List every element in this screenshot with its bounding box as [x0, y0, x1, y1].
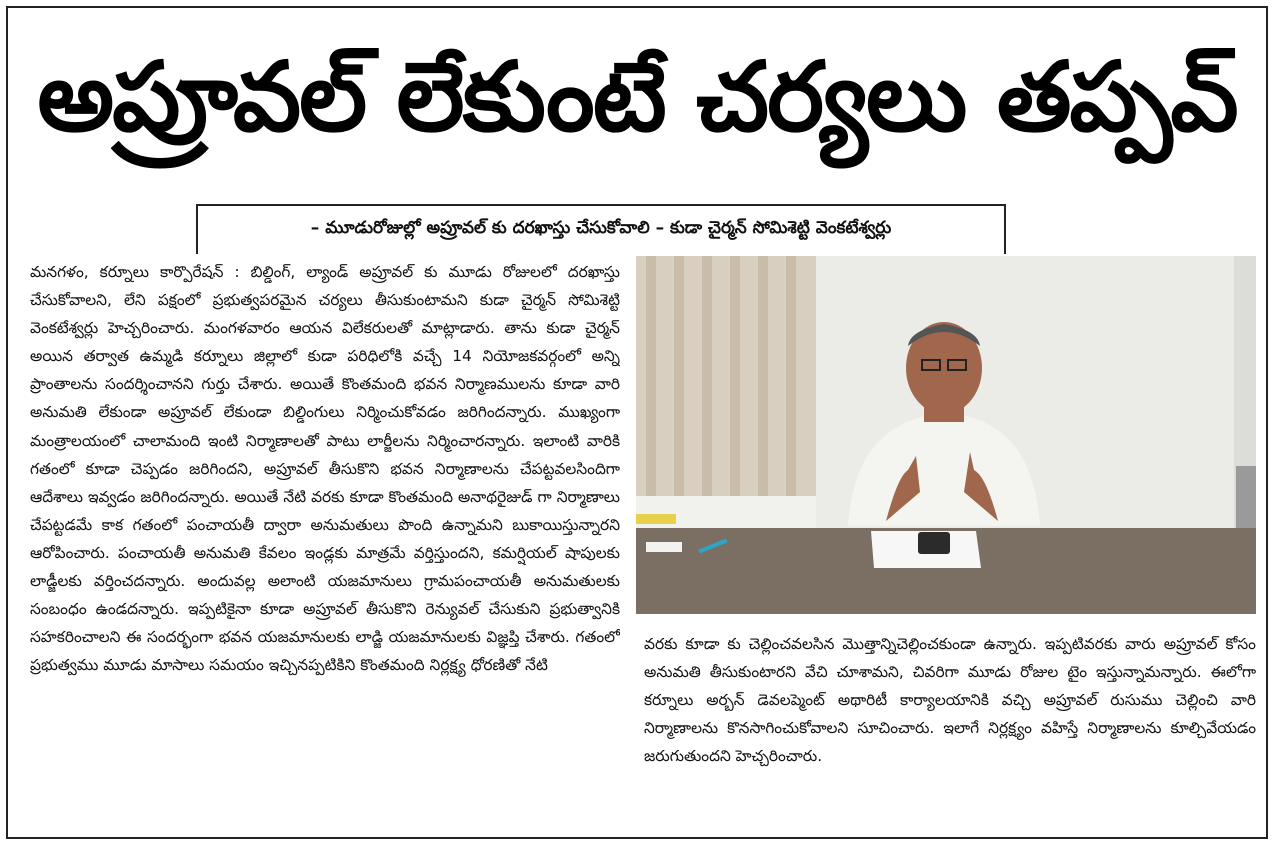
article-body-left: మనగళం, కర్నూలు కార్పొరేషన్ : బిల్డింగ్, ల్యాండ్ అప్రూవల్ కు మూడు రోజులలో దరఖాస్తు చేసుకోవాలని, లేని పక్షంలో ప్రభుత్వపరమైన చర్యలు తీసుకుంటామని కుడా చైర్మన్ సోమిశెట్టి వెంకటేశ్వర్లు హెచ్చరించారు. మంగళవారం ఆయన విలేకరులతో మాట్లాడారు. తాను కుడా చైర్మన్ అయిన తర్వాత ఉమ్మడి కర్నూలు జిల్లాలో కుడా పరిధిలోకి వచ్చే 14 నియోజకవర్గంలో అన్ని ప్రాంతాలను సందర్శించానని గుర్తు చేశారు. అయితే కొంతమంది భవన నిర్మాణములను కూడా వారి అనుమతి లేకుండా అప్రూవల్ లేకుండా బిల్డింగులు నిర్మించుకోవడం జరిగిందన్నారు. ముఖ్యంగా మంత్రాలయంలో చాలామంది ఇంటి నిర్మాణాలతో పాటు లార్జీలను నిర్మించారన్నారు. ఇలాంటి వారికి గతంలో కూడా చెప్పడం జరిగిందని, అప్రూవల్ తీసుకొని భవన నిర్మాణాలను చేపట్టవలసిందిగా ఆదేశాలు ఇవ్వడం జరిగిందన్నారు. అయితే నేటి వరకు కూడా కొంతమంది అనాథరైజుడ్ గా నిర్మాణాలు చేపట్టడమే కాక గతంలో పంచాయతీ ద్వారా అనుమతులు పొంది ఉన్నామని బుకాయిస్తున్నారని ఆరోపించారు. పంచాయతీ అనుమతి కేవలం ఇండ్లకు మాత్రమే వర్తిస్తుందని, కమర్షియల్ షాపులకు లాడ్జీలకు వర్తించదన్నారు. అందువల్ల అలాంటి యజమానులు గ్రామపంచాయతీ అనుమతులకు సంబంధం ఉండదన్నారు. ఇప్పటికైనా కూడా అప్రూవల్ తీసుకొని రెన్యువల్ చేసుకుని ప్రభుత్వానికి సహకరించాలని ఈ సందర్భంగా భవన యజమానులకు లాడ్జి యజమానులకు విజ్ఞప్తి చేశారు. గతంలో ప్రభుత్వము మూడు మాసాలు సమయం ఇచ్చినప్పటికిని కొంతమంది నిర్లక్ష్య ధోరణితో నేటి — [30, 263, 620, 675]
article-body-right: వరకు కూడా కు చెల్లించవలసిన మొత్తాన్నిచెల్లించకుండా ఉన్నారు. ఇప్పటివరకు వారు అప్రూవల్ కోసం అనుమతి తీసుకుంటారని వేచి చూశామని, చివరిగా మూడు రోజుల టైం ఇస్తున్నామన్నారు. ఈలోగా కర్నూలు అర్బన్ డెవలప్మెంట్ అథారిటీ కార్యాలయానికి వచ్చి అప్రూవల్ రుసుము చెల్లించి వారి నిర్మాణాలను కొనసాగించుకోవాలని సూచించారు. ఇలాగే నిర్లక్ష్యం వహిస్తే నిర్మాణాలను కూల్చివేయడం జరుగుతుందని హెచ్చరించారు. — [644, 635, 1256, 766]
subheadline: – మూడురోజుల్లో అప్రూవల్ కు దరఖాస్తు చేసుకోవాలి – కుడా చైర్మన్ సోమిశెట్టి వెంకటేశ్వర్లు — [196, 204, 1006, 254]
desk — [636, 514, 1256, 614]
curtain — [636, 256, 816, 496]
photo-person-at-desk-icon — [636, 256, 1256, 614]
headline: అప్రూవల్ లేకుంటే చర్యలు తప్పవ్ — [37, 41, 1237, 153]
article-photo — [636, 256, 1256, 614]
